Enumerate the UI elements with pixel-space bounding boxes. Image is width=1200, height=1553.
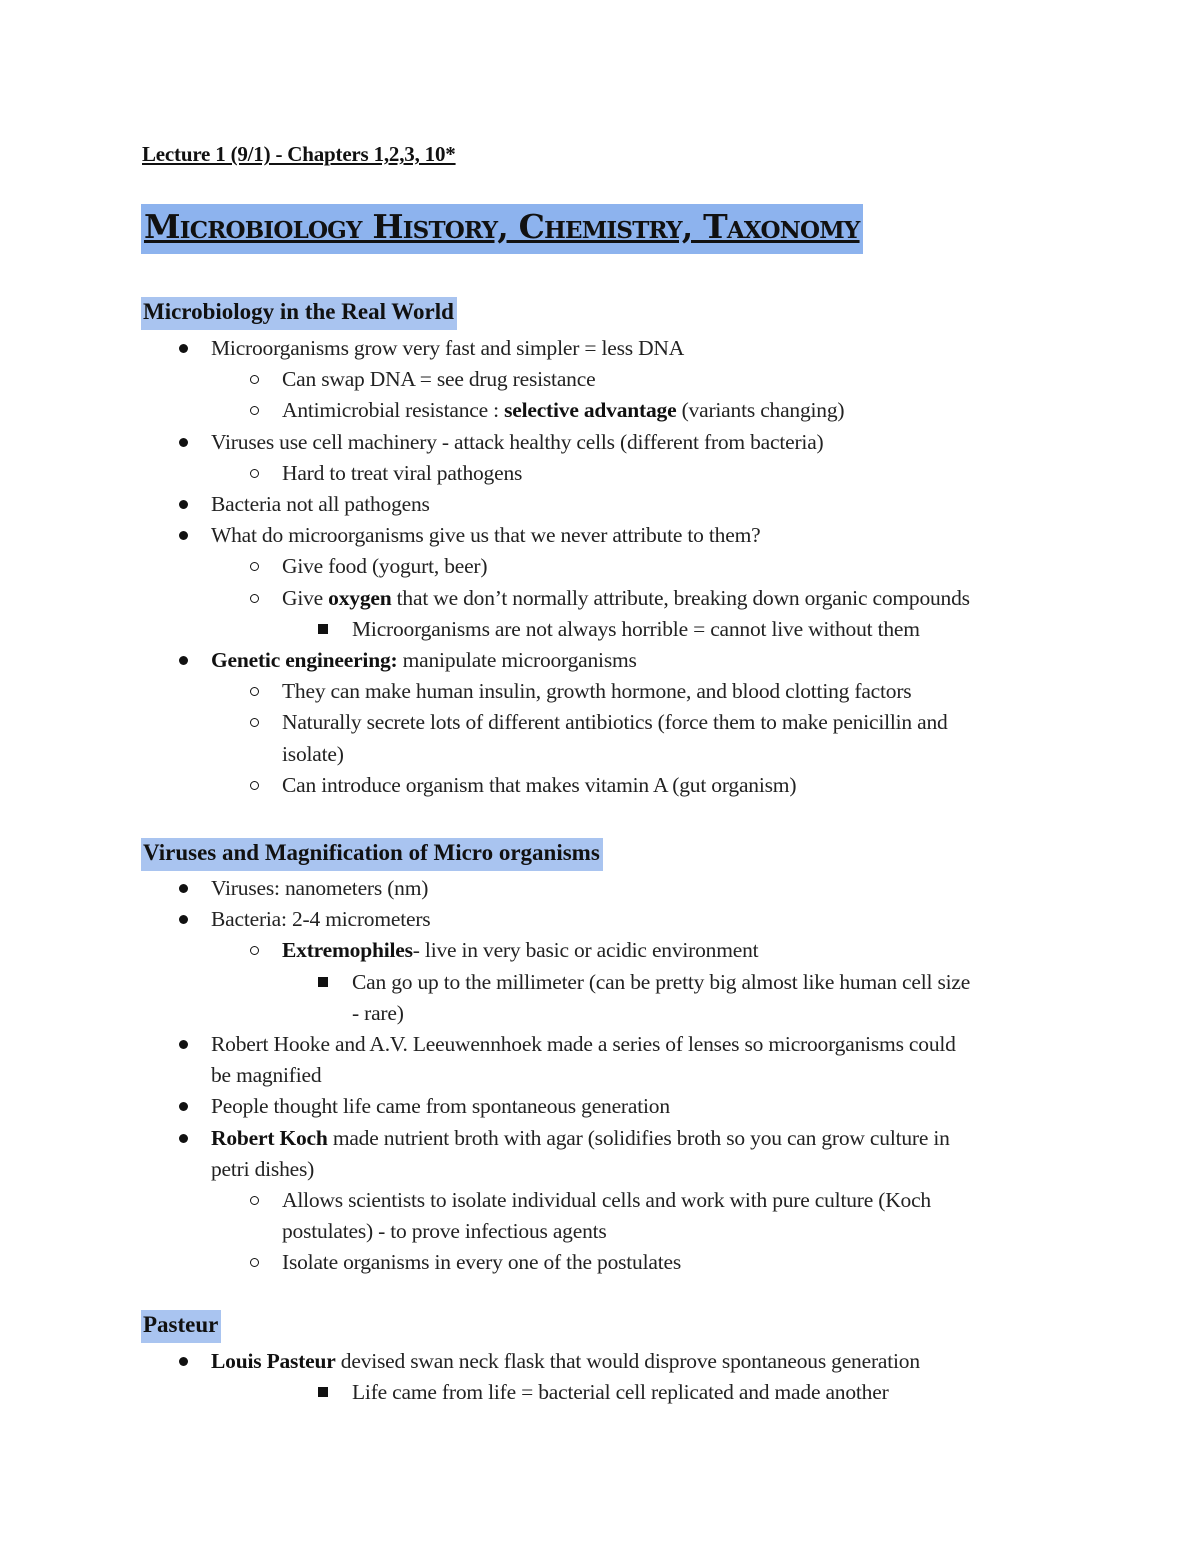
bullet-circle-icon	[250, 406, 259, 415]
text-run: Viruses: nanometers (nm)	[211, 876, 429, 900]
bold-text: oxygen	[328, 585, 392, 610]
bullet-circle-icon	[250, 781, 259, 790]
bullet-disc-icon	[179, 438, 188, 447]
list-item	[211, 521, 760, 549]
list-item	[211, 428, 824, 456]
text-run: postulates) - to prove infectious agents	[282, 1219, 607, 1244]
text-run: Microorganisms are not always horrible = cannot live without them	[352, 616, 920, 641]
bullet-disc-icon	[179, 1040, 188, 1049]
list-item	[282, 1186, 931, 1214]
bullet-circle-icon	[250, 562, 259, 571]
list-item-continuation	[211, 1155, 314, 1183]
bold-text: Robert Koch	[211, 1125, 328, 1150]
bullet-disc-icon	[179, 915, 188, 924]
text-run: - live in very basic or acidic environment	[412, 938, 759, 963]
bullet-circle-icon	[250, 1258, 259, 1267]
section-heading: Pasteur	[141, 1310, 221, 1343]
list-item	[282, 1248, 681, 1276]
bullet-circle-icon	[250, 946, 259, 955]
bullet-disc-icon	[179, 1357, 188, 1366]
bullet-circle-icon	[250, 1196, 259, 1205]
bold-text: Extremophiles	[282, 938, 413, 963]
list-item	[211, 334, 684, 362]
text-run: manipulate microorganisms	[397, 648, 637, 672]
list-item	[211, 905, 430, 933]
list-item-continuation	[211, 1061, 321, 1089]
text-run: Bacteria: 2-4 micrometers	[211, 907, 431, 932]
list-item	[211, 646, 637, 674]
text-run: What do microorganisms give us that we never attribute to them?	[211, 523, 761, 548]
list-item	[211, 490, 430, 518]
list-item	[282, 677, 911, 705]
list-item	[352, 968, 970, 996]
bullet-disc-icon	[179, 500, 188, 509]
text-run: that we don’t normally attribute, breaking down organic compounds	[391, 585, 970, 610]
text-run: isolate)	[282, 741, 344, 766]
text-run: Can swap DNA = see drug resistance	[282, 367, 596, 392]
text-run: devised swan neck flask that would disprove spontaneous generation	[335, 1349, 920, 1373]
bullet-disc-icon	[179, 656, 188, 665]
text-run: Microorganisms grow very fast and simpler = less DNA	[211, 336, 685, 360]
text-run: be magnified	[211, 1063, 322, 1088]
list-item	[211, 1092, 670, 1120]
text-run: People thought life came from spontaneous generation	[211, 1094, 670, 1119]
bullet-square-icon	[318, 977, 328, 987]
bullet-disc-icon	[179, 1134, 188, 1143]
bullet-circle-icon	[250, 469, 259, 478]
list-item-continuation	[352, 999, 404, 1027]
list-item	[352, 1378, 889, 1406]
list-item	[282, 936, 758, 964]
text-run: Can go up to the millimeter (can be pretty big almost like human cell size	[352, 969, 971, 994]
text-run: Hard to treat viral pathogens	[282, 460, 523, 485]
text-run: petri dishes)	[211, 1156, 315, 1181]
bold-text: Genetic engineering:	[211, 648, 398, 672]
bullet-disc-icon	[179, 884, 188, 893]
text-run: Naturally secrete lots of different antibiotics (force them to make penicillin and	[282, 710, 948, 735]
bullet-circle-icon	[250, 375, 259, 384]
section-heading: Viruses and Magnification of Micro organisms	[141, 838, 603, 871]
bullet-circle-icon	[250, 718, 259, 727]
text-run: Viruses use cell machinery - attack healthy cells (different from bacteria)	[211, 429, 824, 454]
text-run: Life came from life = bacterial cell replicated and made another	[352, 1380, 889, 1405]
bullet-disc-icon	[179, 531, 188, 540]
bullet-disc-icon	[179, 344, 188, 353]
bullet-circle-icon	[250, 594, 259, 603]
text-run: Isolate organisms in every one of the postulates	[282, 1250, 682, 1275]
text-run: They can make human insulin, growth hormone, and blood clotting factors	[282, 679, 912, 704]
bullet-square-icon	[318, 624, 328, 634]
lecture-header: Lecture 1 (9/1) - Chapters 1,2,3, 10*	[142, 142, 456, 166]
list-item-continuation	[282, 740, 344, 768]
main-title: Microbiology History, Chemistry, Taxonomy	[141, 204, 863, 254]
bullet-disc-icon	[179, 1102, 188, 1111]
text-run: Bacteria not all pathogens	[211, 492, 430, 516]
list-item	[211, 1124, 950, 1152]
list-item	[211, 1030, 956, 1058]
bullet-square-icon	[318, 1387, 328, 1397]
text-run: Give food (yogurt, beer)	[282, 554, 488, 579]
text-run: Can introduce organism that makes vitamin A (gut organism)	[282, 772, 797, 797]
text-run: (variants changing)	[676, 398, 845, 423]
bold-text: selective advantage	[504, 398, 677, 423]
list-item	[282, 459, 522, 487]
list-item	[211, 1347, 920, 1375]
list-item	[282, 771, 796, 799]
text-run: Antimicrobial resistance :	[282, 398, 505, 423]
bold-text: Louis Pasteur	[211, 1349, 336, 1373]
list-item	[282, 708, 948, 736]
list-item	[282, 396, 844, 424]
list-item	[282, 552, 487, 580]
text-run: Give	[282, 585, 329, 610]
list-item	[352, 615, 920, 643]
text-run: made nutrient broth with agar (solidifies broth so you can grow culture in	[327, 1125, 950, 1150]
list-item-continuation	[282, 1217, 607, 1245]
section-heading: Microbiology in the Real World	[141, 297, 457, 330]
list-item	[282, 584, 970, 612]
bullet-circle-icon	[250, 687, 259, 696]
text-run: Robert Hooke and A.V. Leeuwennhoek made a series of lenses so microorganisms could	[211, 1032, 956, 1056]
list-item	[211, 874, 428, 902]
text-run: - rare)	[352, 1000, 404, 1025]
text-run: Allows scientists to isolate individual cells and work with pure culture (Koch	[282, 1188, 931, 1212]
list-item	[282, 365, 595, 393]
